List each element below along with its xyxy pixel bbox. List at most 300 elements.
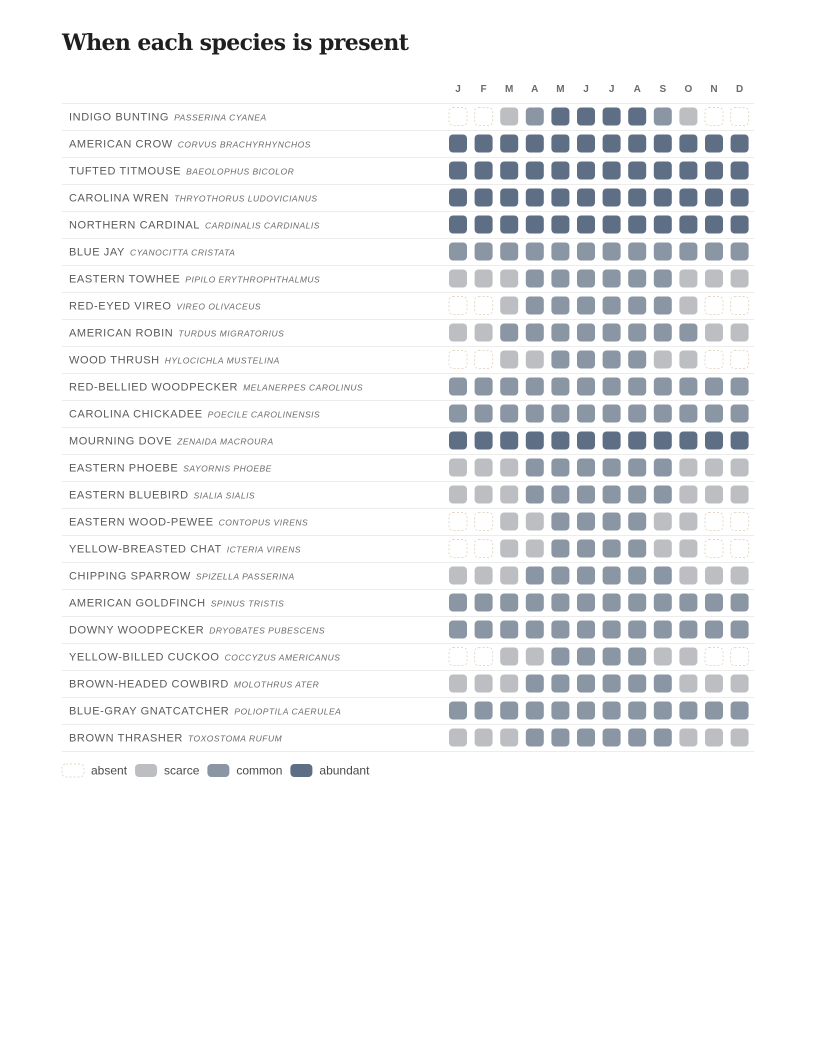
presence-cell xyxy=(500,243,518,261)
presence-cell xyxy=(679,270,697,288)
species-common-name: CAROLINA CHICKADEE xyxy=(69,408,203,421)
presence-cell xyxy=(551,297,569,315)
presence-cell xyxy=(603,729,621,747)
presence-cell xyxy=(603,702,621,720)
presence-cell xyxy=(500,297,518,315)
species-scientific-name: SPINUS TRISTIS xyxy=(210,598,285,609)
presence-cell xyxy=(654,378,672,396)
presence-cell xyxy=(705,351,723,369)
species-common-name: WOOD THRUSH xyxy=(69,354,160,367)
presence-cell xyxy=(475,297,493,315)
presence-cell xyxy=(731,351,749,369)
species-common-name: BROWN THRASHER xyxy=(69,732,183,745)
species-common-name: YELLOW-BREASTED CHAT xyxy=(69,543,222,556)
species-common-name: RED-EYED VIREO xyxy=(69,300,172,313)
presence-cell xyxy=(500,729,518,747)
presence-cell xyxy=(654,432,672,450)
species-scientific-name: SPIZELLA PASSERINA xyxy=(195,571,295,582)
presence-cell xyxy=(449,621,467,639)
presence-cell xyxy=(654,648,672,666)
presence-cell xyxy=(731,675,749,693)
presence-cell xyxy=(475,540,493,558)
chart-title: When each species is present xyxy=(62,30,409,56)
presence-cell xyxy=(449,729,467,747)
species-label xyxy=(69,463,272,475)
presence-cell xyxy=(449,513,467,531)
presence-cell xyxy=(628,648,646,666)
presence-cell xyxy=(679,324,697,342)
presence-cell xyxy=(628,135,646,153)
presence-cell xyxy=(526,675,544,693)
presence-cell xyxy=(705,459,723,477)
species-scientific-name: PIPILO ERYTHROPHTHALMUS xyxy=(185,274,321,285)
presence-cell xyxy=(577,108,595,126)
presence-cell xyxy=(705,432,723,450)
presence-cell xyxy=(526,702,544,720)
presence-cell xyxy=(679,513,697,531)
presence-cell xyxy=(603,324,621,342)
species-label xyxy=(69,571,295,583)
presence-cell xyxy=(551,378,569,396)
presence-cell xyxy=(449,486,467,504)
presence-cell xyxy=(705,486,723,504)
species-common-name: DOWNY WOODPECKER xyxy=(69,624,205,637)
presence-cell xyxy=(705,135,723,153)
presence-cell xyxy=(526,729,544,747)
presence-cell xyxy=(449,702,467,720)
presence-cell xyxy=(551,459,569,477)
presence-cell xyxy=(577,297,595,315)
presence-cell xyxy=(679,729,697,747)
presence-cell xyxy=(449,648,467,666)
presence-cell xyxy=(551,432,569,450)
species-scientific-name: PASSERINA CYANEA xyxy=(174,112,267,123)
presence-cell xyxy=(628,540,646,558)
presence-cell xyxy=(551,135,569,153)
species-scientific-name: SIALIA SIALIS xyxy=(193,490,256,501)
month-label: D xyxy=(735,84,744,95)
legend-label: absent xyxy=(91,763,128,778)
presence-cell xyxy=(654,459,672,477)
presence-cell xyxy=(551,108,569,126)
presence-cell xyxy=(654,216,672,234)
presence-cell xyxy=(526,108,544,126)
presence-cell xyxy=(705,567,723,585)
presence-cell xyxy=(449,378,467,396)
presence-cell xyxy=(500,378,518,396)
presence-cell xyxy=(526,270,544,288)
legend-swatch xyxy=(62,764,84,777)
presence-cell xyxy=(628,243,646,261)
presence-cell xyxy=(577,459,595,477)
species-label xyxy=(69,355,280,367)
presence-cell xyxy=(500,621,518,639)
species-scientific-name: MOLOTHRUS ATER xyxy=(233,679,320,690)
species-label xyxy=(69,274,320,286)
month-label: M xyxy=(505,84,514,95)
presence-cell xyxy=(449,432,467,450)
presence-cell xyxy=(603,459,621,477)
presence-cell xyxy=(731,513,749,531)
presence-cell xyxy=(679,135,697,153)
presence-cell xyxy=(500,675,518,693)
legend-swatch xyxy=(135,764,157,777)
presence-cell xyxy=(526,540,544,558)
presence-cell xyxy=(475,189,493,207)
species-common-name: TUFTED TITMOUSE xyxy=(69,165,182,178)
legend-label: scarce xyxy=(164,763,200,778)
species-scientific-name: MELANERPES CAROLINUS xyxy=(243,382,364,393)
presence-cell xyxy=(551,189,569,207)
legend-swatch xyxy=(207,764,229,777)
species-label xyxy=(69,598,284,610)
presence-cell xyxy=(654,702,672,720)
presence-cell xyxy=(526,459,544,477)
presence-cell xyxy=(475,243,493,261)
presence-cell xyxy=(679,216,697,234)
month-label: J xyxy=(455,84,461,95)
presence-cell xyxy=(705,297,723,315)
presence-cell xyxy=(449,405,467,423)
presence-cell xyxy=(603,513,621,531)
presence-cell xyxy=(551,270,569,288)
presence-cell xyxy=(603,648,621,666)
presence-cell xyxy=(731,594,749,612)
presence-cell xyxy=(603,189,621,207)
presence-cell xyxy=(731,648,749,666)
presence-cell xyxy=(679,459,697,477)
presence-cell xyxy=(731,567,749,585)
species-label xyxy=(69,517,308,529)
presence-cell xyxy=(449,594,467,612)
presence-cell xyxy=(705,189,723,207)
presence-cell xyxy=(731,405,749,423)
presence-cell xyxy=(449,108,467,126)
presence-cell xyxy=(603,567,621,585)
species-label xyxy=(69,490,255,502)
presence-cell xyxy=(475,513,493,531)
presence-cell xyxy=(500,270,518,288)
month-label: J xyxy=(583,84,589,95)
presence-cell xyxy=(449,675,467,693)
presence-cell xyxy=(526,243,544,261)
presence-cell xyxy=(551,729,569,747)
presence-cell xyxy=(679,486,697,504)
presence-cell xyxy=(603,675,621,693)
presence-cell xyxy=(449,135,467,153)
presence-cell xyxy=(731,486,749,504)
species-scientific-name: ICTERIA VIRENS xyxy=(226,544,302,555)
presence-cell xyxy=(628,324,646,342)
presence-cell xyxy=(654,162,672,180)
presence-cell xyxy=(551,702,569,720)
presence-cell xyxy=(603,378,621,396)
presence-cell xyxy=(628,108,646,126)
presence-cell xyxy=(679,189,697,207)
species-scientific-name: BAEOLOPHUS BICOLOR xyxy=(186,166,295,177)
month-label: O xyxy=(684,84,693,95)
presence-cell xyxy=(628,594,646,612)
presence-cell xyxy=(449,189,467,207)
presence-cell xyxy=(705,621,723,639)
presence-cell xyxy=(526,486,544,504)
presence-cell xyxy=(705,378,723,396)
species-label xyxy=(69,679,319,691)
presence-cell xyxy=(475,459,493,477)
presence-cell xyxy=(475,702,493,720)
species-label xyxy=(69,544,301,556)
presence-cell xyxy=(628,297,646,315)
presence-cell xyxy=(628,513,646,531)
presence-cell xyxy=(603,486,621,504)
presence-cell xyxy=(475,216,493,234)
month-label: S xyxy=(659,84,667,95)
presence-cell xyxy=(475,729,493,747)
presence-cell xyxy=(603,216,621,234)
presence-cell xyxy=(526,324,544,342)
presence-cell xyxy=(628,729,646,747)
presence-cell xyxy=(705,216,723,234)
presence-cell xyxy=(654,486,672,504)
presence-cell xyxy=(551,351,569,369)
species-common-name: EASTERN BLUEBIRD xyxy=(69,489,189,502)
presence-cell xyxy=(654,351,672,369)
species-scientific-name: POECILE CAROLINENSIS xyxy=(207,409,321,420)
presence-cell xyxy=(475,378,493,396)
presence-cell xyxy=(500,702,518,720)
presence-cell xyxy=(449,243,467,261)
presence-cell xyxy=(526,351,544,369)
species-scientific-name: DRYOBATES PUBESCENS xyxy=(209,625,326,636)
presence-cell xyxy=(705,270,723,288)
presence-cell xyxy=(654,324,672,342)
presence-cell xyxy=(449,270,467,288)
presence-cell xyxy=(603,594,621,612)
presence-cell xyxy=(577,486,595,504)
presence-cell xyxy=(731,216,749,234)
presence-cell xyxy=(654,297,672,315)
presence-cell xyxy=(628,486,646,504)
presence-cell xyxy=(449,567,467,585)
presence-cell xyxy=(551,594,569,612)
presence-cell xyxy=(731,324,749,342)
presence-cell xyxy=(526,189,544,207)
presence-cell xyxy=(526,648,544,666)
species-common-name: INDIGO BUNTING xyxy=(69,111,170,124)
presence-cell xyxy=(603,243,621,261)
presence-cell xyxy=(628,351,646,369)
presence-cell xyxy=(705,675,723,693)
species-label xyxy=(69,220,320,232)
presence-cell xyxy=(577,216,595,234)
presence-cell xyxy=(731,432,749,450)
presence-cell xyxy=(526,297,544,315)
presence-cell xyxy=(679,243,697,261)
presence-cell xyxy=(551,243,569,261)
presence-cell xyxy=(449,351,467,369)
presence-cell xyxy=(731,459,749,477)
presence-cell xyxy=(475,675,493,693)
presence-cell xyxy=(577,378,595,396)
presence-cell xyxy=(603,432,621,450)
presence-cell xyxy=(654,567,672,585)
presence-cell xyxy=(679,675,697,693)
presence-cell xyxy=(526,162,544,180)
month-label: M xyxy=(556,84,565,95)
presence-cell xyxy=(705,108,723,126)
presence-cell xyxy=(577,270,595,288)
species-common-name: AMERICAN ROBIN xyxy=(69,327,174,340)
presence-cell xyxy=(679,621,697,639)
presence-cell xyxy=(500,540,518,558)
presence-cell xyxy=(551,540,569,558)
presence-cell xyxy=(500,594,518,612)
presence-cell xyxy=(628,270,646,288)
species-label xyxy=(69,436,274,448)
presence-cell xyxy=(731,135,749,153)
presence-cell xyxy=(500,459,518,477)
species-label xyxy=(69,301,261,313)
presence-cell xyxy=(551,405,569,423)
presence-cell xyxy=(577,324,595,342)
presence-cell xyxy=(654,621,672,639)
legend-label: abundant xyxy=(319,763,370,778)
presence-cell xyxy=(603,351,621,369)
presence-cell xyxy=(475,351,493,369)
species-common-name: CAROLINA WREN xyxy=(69,192,170,205)
presence-cell xyxy=(679,540,697,558)
presence-cell xyxy=(551,216,569,234)
presence-cell xyxy=(577,702,595,720)
species-label xyxy=(69,625,325,637)
species-common-name: EASTERN TOWHEE xyxy=(69,273,181,286)
presence-cell xyxy=(577,189,595,207)
presence-cell xyxy=(654,513,672,531)
presence-cell xyxy=(654,270,672,288)
species-scientific-name: TURDUS MIGRATORIUS xyxy=(178,328,285,339)
presence-cell xyxy=(679,702,697,720)
presence-cell xyxy=(628,675,646,693)
presence-cell xyxy=(731,297,749,315)
species-scientific-name: CARDINALIS CARDINALIS xyxy=(205,220,320,231)
presence-cell xyxy=(679,162,697,180)
presence-cell xyxy=(628,378,646,396)
species-label xyxy=(69,112,267,124)
species-label xyxy=(69,166,294,178)
presence-cell xyxy=(731,243,749,261)
legend-swatch xyxy=(290,764,312,777)
presence-cell xyxy=(603,621,621,639)
species-label xyxy=(69,328,284,340)
presence-cell xyxy=(475,405,493,423)
presence-cell xyxy=(628,459,646,477)
species-common-name: YELLOW-BILLED CUCKOO xyxy=(69,651,220,664)
species-common-name: MOURNING DOVE xyxy=(69,435,173,448)
presence-cell xyxy=(577,513,595,531)
presence-cell xyxy=(449,216,467,234)
presence-cell xyxy=(679,405,697,423)
presence-cell xyxy=(628,189,646,207)
presence-cell xyxy=(500,108,518,126)
presence-cell xyxy=(475,621,493,639)
presence-cell xyxy=(679,108,697,126)
species-common-name: BLUE-GRAY GNATCATCHER xyxy=(69,705,230,718)
presence-cell xyxy=(654,405,672,423)
species-common-name: CHIPPING SPARROW xyxy=(69,570,191,583)
presence-cell xyxy=(526,567,544,585)
species-scientific-name: VIREO OLIVACEUS xyxy=(176,301,262,312)
presence-cell xyxy=(731,270,749,288)
presence-cell xyxy=(705,729,723,747)
presence-cell xyxy=(731,540,749,558)
species-scientific-name: SAYORNIS PHOEBE xyxy=(183,463,272,474)
presence-cell xyxy=(654,729,672,747)
presence-cell xyxy=(500,405,518,423)
month-label: J xyxy=(608,84,615,95)
presence-cell xyxy=(449,324,467,342)
presence-cell xyxy=(449,540,467,558)
presence-cell xyxy=(577,729,595,747)
presence-cell xyxy=(500,486,518,504)
presence-cell xyxy=(654,540,672,558)
species-scientific-name: HYLOCICHLA MUSTELINA xyxy=(164,355,280,366)
presence-cell xyxy=(500,324,518,342)
presence-cell xyxy=(705,594,723,612)
species-common-name: BLUE JAY xyxy=(69,246,125,259)
presence-cell xyxy=(679,297,697,315)
presence-cell xyxy=(526,513,544,531)
presence-cell xyxy=(705,540,723,558)
presence-cell xyxy=(500,648,518,666)
presence-cell xyxy=(679,648,697,666)
presence-cell xyxy=(654,189,672,207)
presence-cell xyxy=(731,729,749,747)
presence-cell xyxy=(475,135,493,153)
species-common-name: NORTHERN CARDINAL xyxy=(69,219,201,232)
presence-cell xyxy=(526,135,544,153)
species-scientific-name: CONTOPUS VIRENS xyxy=(218,517,309,528)
species-label xyxy=(69,706,341,718)
presence-cell xyxy=(679,594,697,612)
presence-cell xyxy=(654,108,672,126)
species-label xyxy=(69,382,363,394)
presence-cell xyxy=(654,135,672,153)
species-scientific-name: COCCYZUS AMERICANUS xyxy=(224,652,341,663)
presence-cell xyxy=(628,405,646,423)
species-scientific-name: CYANOCITTA CRISTATA xyxy=(129,247,236,258)
presence-cell xyxy=(603,297,621,315)
presence-cell xyxy=(603,405,621,423)
presence-cell xyxy=(731,162,749,180)
presence-cell xyxy=(705,405,723,423)
species-label xyxy=(69,733,283,745)
month-label: F xyxy=(480,84,487,95)
presence-cell xyxy=(551,621,569,639)
species-scientific-name: POLIOPTILA CAERULEA xyxy=(234,706,342,717)
presence-cell xyxy=(603,108,621,126)
presence-cell xyxy=(475,594,493,612)
presence-cell xyxy=(577,648,595,666)
presence-cell xyxy=(526,621,544,639)
species-common-name: EASTERN PHOEBE xyxy=(69,462,179,475)
month-label: A xyxy=(633,84,641,95)
presence-cell xyxy=(500,567,518,585)
presence-cell xyxy=(475,432,493,450)
presence-cell xyxy=(577,243,595,261)
presence-cell xyxy=(500,162,518,180)
presence-cell xyxy=(475,162,493,180)
presence-cell xyxy=(475,324,493,342)
